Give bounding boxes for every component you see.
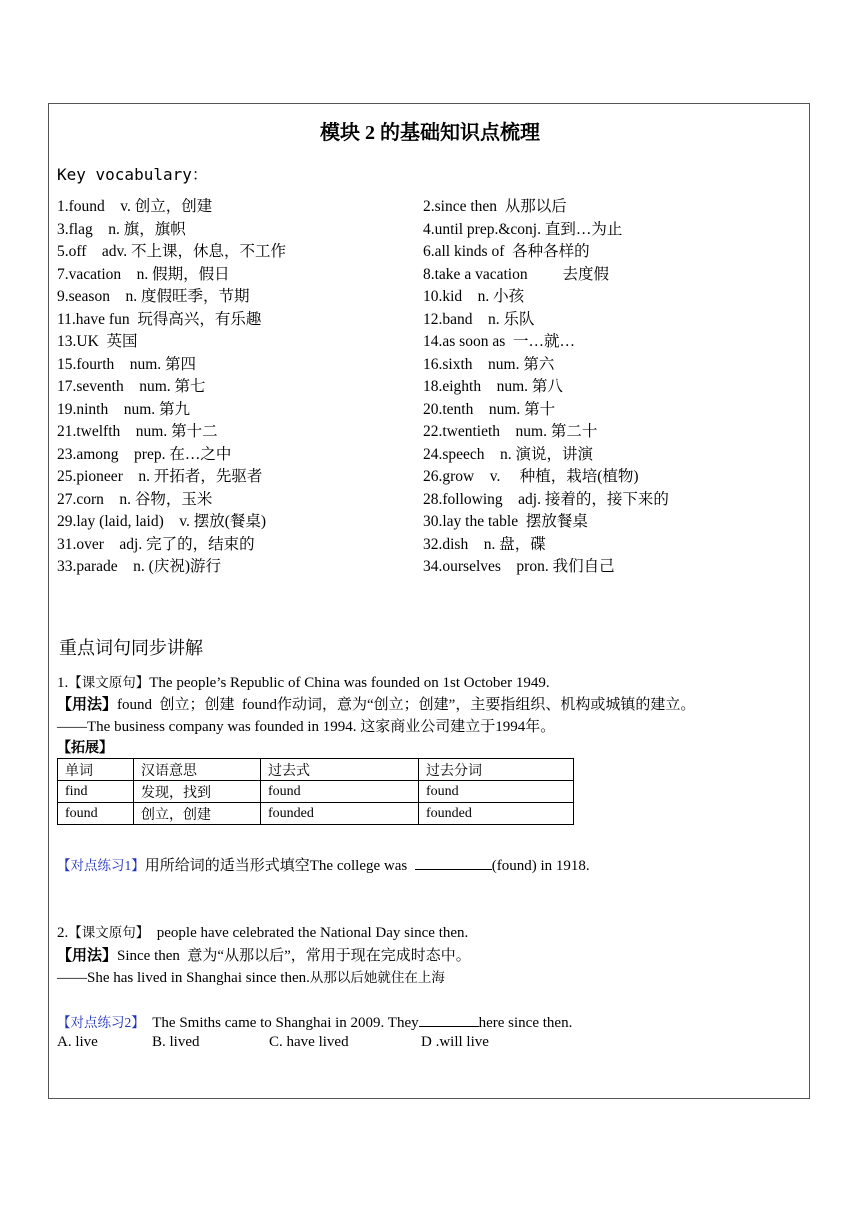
item2-practice-tag: 【对点练习2】 xyxy=(57,1015,145,1030)
item1-usage-tag: 【用法】 xyxy=(57,697,118,713)
vocab-item: 28.following adj. 接着的，接下来的 xyxy=(423,490,669,508)
table-cell: found xyxy=(58,803,134,825)
vocab-item: 5.off adv. 不上课，休息，不工作 xyxy=(57,243,287,260)
vocab-list-right xyxy=(423,196,669,579)
item1-usage xyxy=(57,693,695,714)
table-cell: 创立，创建 xyxy=(134,803,261,825)
extension-table xyxy=(57,758,574,825)
item2-practice-text-end: here since then. xyxy=(478,1015,573,1031)
item1-extension-tag: 【拓展】 xyxy=(57,741,113,756)
item1-practice xyxy=(57,854,590,875)
table-cell: founded xyxy=(261,803,419,825)
table-header-row xyxy=(58,759,574,781)
vocab-item: 3.flag n. 旗，旗帜 xyxy=(57,220,186,238)
table-cell: 发现，找到 xyxy=(134,781,261,803)
table-header-cell: 过去分词 xyxy=(419,759,574,781)
vocab-item: 17.seventh num. 第七 xyxy=(57,378,206,395)
vocab-item: 19.ninth num. 第九 xyxy=(57,400,191,418)
vocab-item: 2.since then 从那以后 xyxy=(423,198,567,215)
vocab-item: 31.over adj. 完了的，结束的 xyxy=(57,535,255,553)
table-row xyxy=(58,781,574,803)
vocab-item: 21.twelfth num. 第十二 xyxy=(57,423,218,440)
item2-orig-tag: 【课文原句】 xyxy=(68,925,150,940)
item1-orig-tag: 【课文原句】 xyxy=(68,675,150,690)
item2-usage xyxy=(57,944,471,965)
vocab-item: 22.twentieth num. 第二十 xyxy=(423,423,598,440)
item1-orig-text: The people’s Republic of China was founded on 1st October 1949. xyxy=(149,675,550,691)
item1-original-sentence xyxy=(57,671,550,692)
vocab-item: 4.until prep.&conj. 直到…为止 xyxy=(423,220,623,238)
table-cell: found xyxy=(261,781,419,803)
item2-practice xyxy=(57,1011,572,1032)
vocab-item: 12.band n. 乐队 xyxy=(423,310,535,328)
vocab-item: 29.lay (laid, laid) v. 摆放(餐桌) xyxy=(57,513,267,530)
vocab-item: 34.ourselves pron. 我们自己 xyxy=(423,558,615,575)
vocab-item: 14.as soon as 一…就… xyxy=(423,333,575,350)
page-title: 模块 2 的基础知识点梳理 xyxy=(320,122,540,144)
item1-practice-tag: 【对点练习1】 xyxy=(57,858,145,873)
item1-practice-text-end: (found) in 1918. xyxy=(491,858,590,874)
option-a[interactable]: A. live xyxy=(57,1034,98,1050)
item2-number: 2. xyxy=(57,925,69,941)
vocab-item: 33.parade n. (庆祝)游行 xyxy=(57,558,221,575)
item2-original-sentence xyxy=(57,921,468,942)
table-cell: found xyxy=(419,781,574,803)
item2-usage-tag: 【用法】 xyxy=(57,948,118,964)
vocab-item: 13.UK 英国 xyxy=(57,333,138,350)
vocab-item: 16.sixth num. 第六 xyxy=(423,355,555,373)
vocab-item: 7.vacation n. 假期，假日 xyxy=(57,265,230,283)
item1-usage-text: found 创立；创建 found作动词，意为“创立；创建”，主要指组织、机构或城镇的建立。 xyxy=(117,697,696,713)
item2-orig-text: people have celebrated the National Day since then. xyxy=(149,925,469,941)
document-frame xyxy=(48,103,810,1099)
table-cell: find xyxy=(58,781,134,803)
option-c[interactable]: C. have lived xyxy=(269,1034,349,1050)
vocab-item: 27.corn n. 谷物，玉米 xyxy=(57,490,213,508)
item2-example-en: ——She has lived in Shanghai since then. xyxy=(57,970,310,986)
vocab-item: 30.lay the table 摆放餐桌 xyxy=(423,513,588,530)
answer-blank[interactable] xyxy=(415,855,492,870)
option-d[interactable]: D .will live xyxy=(421,1034,489,1050)
vocab-item: 10.kid n. 小孩 xyxy=(423,288,525,305)
item1-number: 1. xyxy=(57,675,69,691)
vocab-list-left xyxy=(57,196,286,579)
vocab-item: 9.season n. 度假旺季，节期 xyxy=(57,288,250,305)
item1-example: ——The business company was founded in 1994. 这家商业公司建立于1994年。 xyxy=(57,719,556,735)
vocab-item: 24.speech n. 演说，讲演 xyxy=(423,445,594,463)
item2-usage-text: Since then 意为“从那以后”，常用于现在完成时态中。 xyxy=(117,948,471,964)
item2-options xyxy=(57,1034,489,1051)
vocab-item: 32.dish n. 盘，碟 xyxy=(423,535,546,553)
item2-practice-text: The Smiths came to Shanghai in 2009. They xyxy=(144,1015,419,1031)
vocab-item: 18.eighth num. 第八 xyxy=(423,378,563,395)
option-b[interactable]: B. lived xyxy=(152,1034,200,1050)
table-row xyxy=(58,803,574,825)
table-header-cell: 汉语意思 xyxy=(134,759,261,781)
key-vocabulary-heading: Key vocabulary： xyxy=(57,165,208,184)
vocab-item: 6.all kinds of 各种各样的 xyxy=(423,243,590,260)
vocab-item: 23.among prep. 在…之中 xyxy=(57,445,232,463)
vocab-item: 11.have fun 玩得高兴，有乐趣 xyxy=(57,310,262,328)
item2-example xyxy=(57,966,445,987)
vocab-item: 1.found v. 创立，创建 xyxy=(57,198,213,215)
item2-example-zh: 从那以后她就住在上海 xyxy=(309,970,445,985)
table-header-cell: 过去式 xyxy=(261,759,419,781)
vocab-item: 20.tenth num. 第十 xyxy=(423,400,556,418)
table-header-cell: 单词 xyxy=(58,759,134,781)
vocab-item: 26.grow v. 种植，栽培(植物) xyxy=(423,468,639,485)
vocab-item: 25.pioneer n. 开拓者，先驱者 xyxy=(57,468,263,485)
table-cell: founded xyxy=(419,803,574,825)
vocab-item: 15.fourth num. 第四 xyxy=(57,355,197,373)
item1-practice-text: 用所给词的适当形式填空The college was xyxy=(144,858,415,874)
vocab-item: 8.take a vacation 去度假 xyxy=(423,265,609,283)
section-heading: 重点词句同步讲解 xyxy=(59,638,203,659)
answer-blank[interactable] xyxy=(419,1012,479,1027)
